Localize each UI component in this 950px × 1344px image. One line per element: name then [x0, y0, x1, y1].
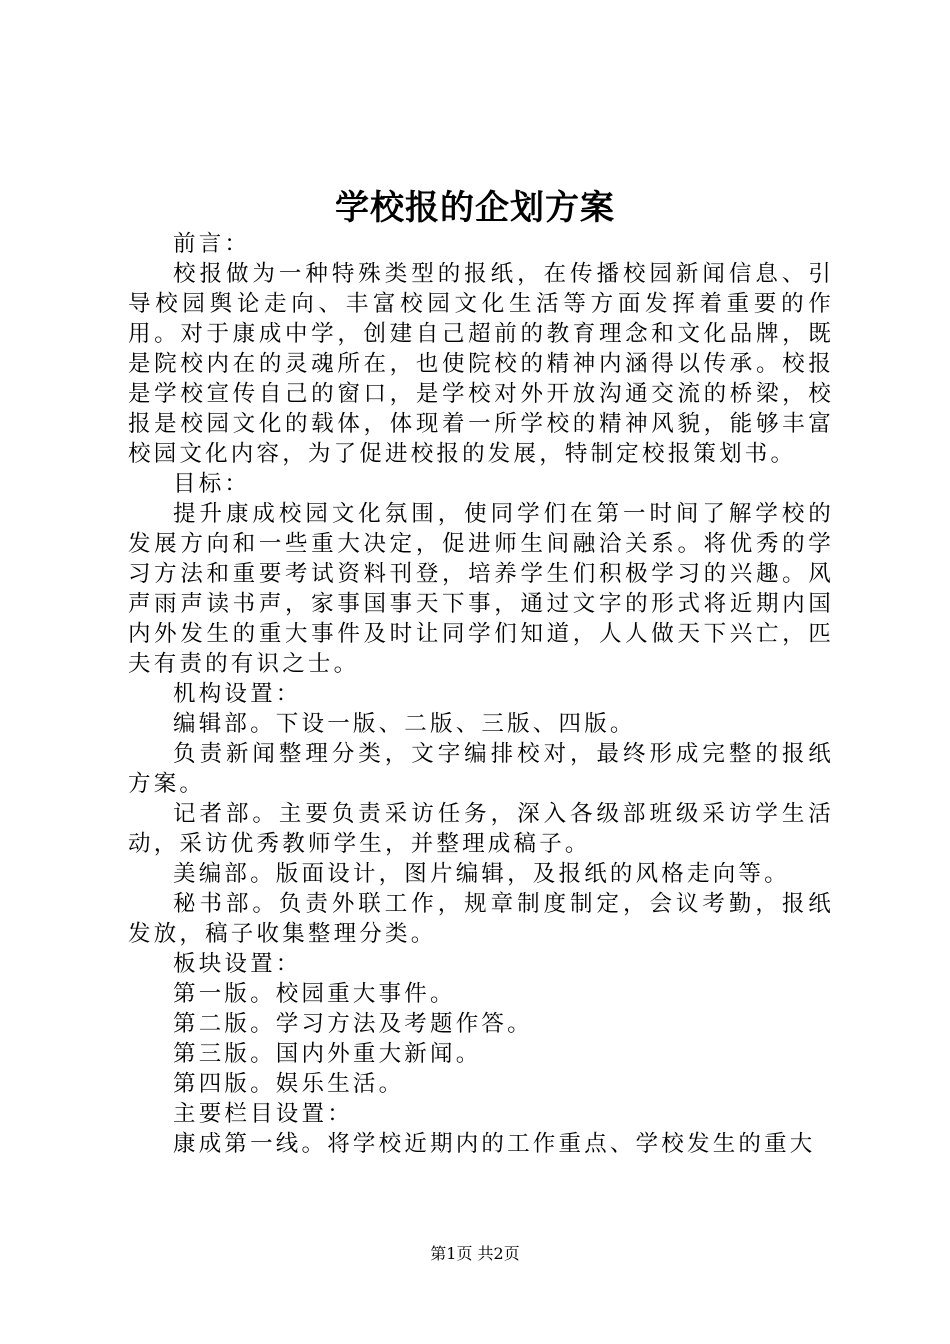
heading-organization: 机构设置： [173, 681, 302, 707]
paragraph-page-three: 第三版。国内外重大新闻。 [173, 1041, 482, 1067]
heading-preface: 前言： [173, 231, 251, 257]
paragraph-secretary-dept: 秘书部。负责外联工作，规章制度制定，会议考勤，报纸发放，稿子收集整理分类。 [128, 891, 834, 947]
paragraph-goal: 提升康成校园文化氛围，使同学们在第一时间了解学校的发展方向和一些重大决定，促进师生间融洽关系。将优秀的学习方法和重要考试资料刊登，培养学生们积极学习的兴趣。风声雨声读书声，家事国事天下事，通过文字的形式将近期内国内外发生的重大事件及时让同学们知道，人人做天下兴亡，匹夫有责的有识之士。 [128, 501, 834, 677]
document-title: 学校报的企划方案 [335, 188, 615, 228]
page-footer: 第1页 共2页 [430, 1244, 520, 1263]
paragraph-page-one: 第一版。校园重大事件。 [173, 981, 456, 1007]
paragraph-art-dept: 美编部。版面设计，图片编辑，及报纸的风格走向等。 [173, 861, 790, 887]
heading-goal: 目标： [173, 471, 251, 497]
heading-columns: 主要栏目设置： [173, 1101, 353, 1127]
paragraph-preface: 校报做为一种特殊类型的报纸，在传播校园新闻信息、引导校园舆论走向、丰富校园文化生活等方面发挥着重要的作用。对于康成中学，创建自己超前的教育理念和文化品牌，既是院校内在的灵魂所在，也使院校的精神内涵得以传承。校报是学校宣传自己的窗口，是学校对外开放沟通交流的桥梁，校报是校园文化的载体，体现着一所学校的精神风貌，能够丰富校园文化内容，为了促进校报的发展，特制定校报策划书。 [128, 261, 834, 467]
paragraph-reporter-dept: 记者部。主要负责采访任务，深入各级部班级采访学生活动，采访优秀教师学生，并整理成稿子。 [128, 801, 834, 857]
paragraph-editorial-dept: 编辑部。下设一版、二版、三版、四版。 [173, 711, 636, 737]
paragraph-column-frontline: 康成第一线。将学校近期内的工作重点、学校发生的重大 [173, 1131, 816, 1157]
document-body [128, 229, 834, 1159]
paragraph-page-two: 第二版。学习方法及考题作答。 [173, 1011, 533, 1037]
paragraph-editorial-duty: 负责新闻整理分类，文字编排校对，最终形成完整的报纸方案。 [128, 741, 834, 797]
paragraph-page-four: 第四版。娱乐生活。 [173, 1071, 405, 1097]
heading-sections: 板块设置： [173, 951, 302, 977]
